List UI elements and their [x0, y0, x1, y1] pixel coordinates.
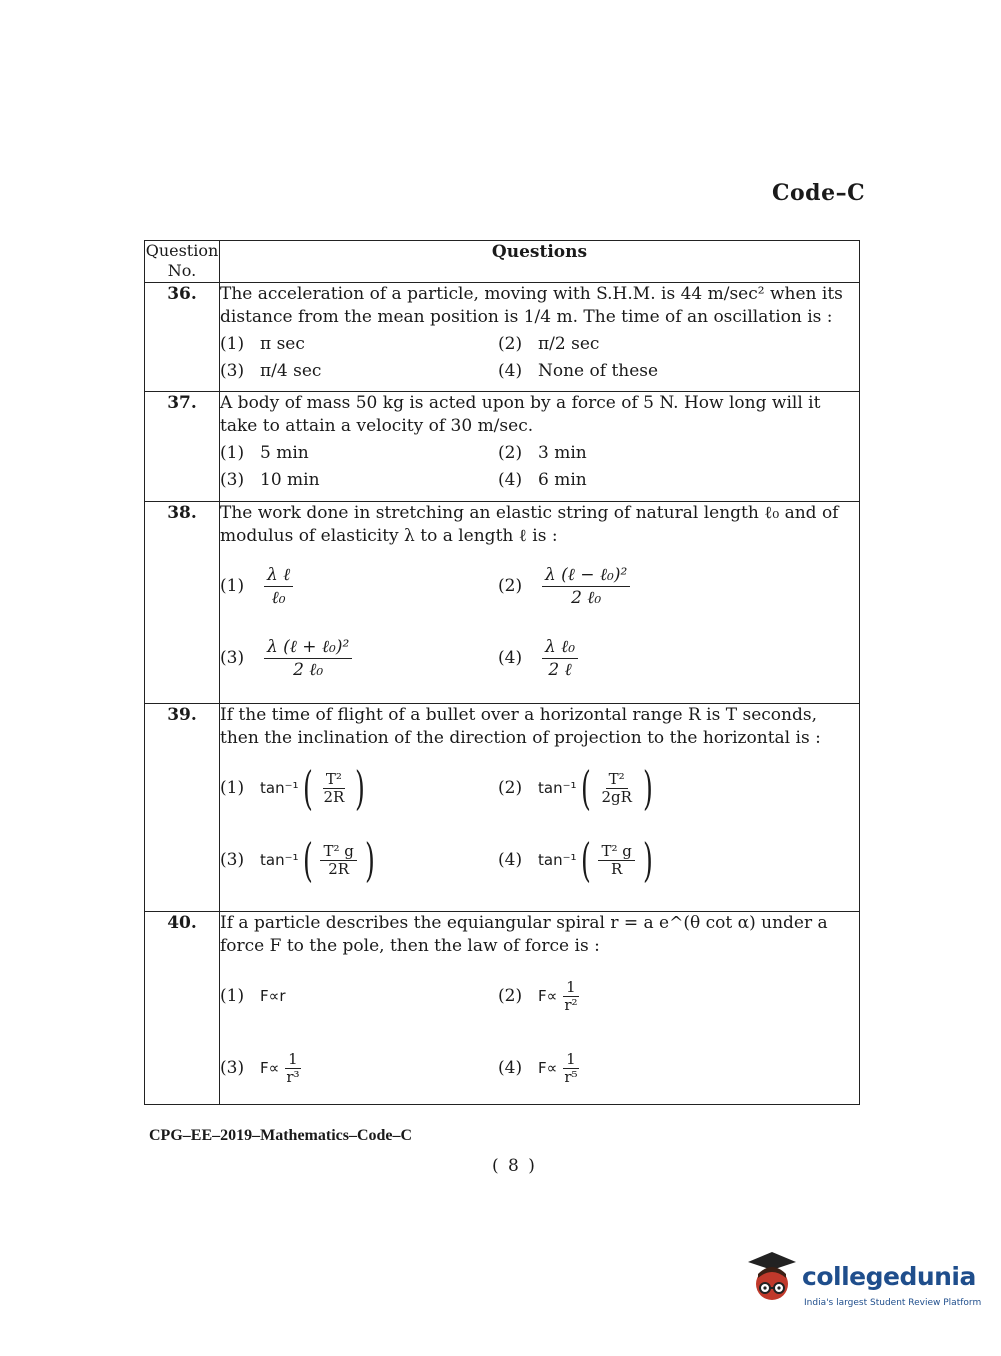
fraction: $\frac{\text{λ (ℓ + ℓ₀)²}}{\text{2 ℓ₀}}$: [264, 636, 352, 681]
fraction: $\frac{\text{T² g}}{R}$: [598, 843, 634, 878]
function-name: tan⁻¹: [260, 778, 299, 797]
option: (2) F∝ $\frac{1}{\text{r²}}$: [498, 960, 859, 1032]
option-text: 10 min: [260, 470, 320, 490]
options-grid: [220, 331, 859, 385]
parenthesized-fraction: ( $\frac{\text{T² g}}{2R}$ ): [302, 833, 375, 887]
graduate-mascot-icon: [742, 1248, 802, 1314]
option-text: F∝r: [260, 986, 286, 1005]
fraction: $\frac{\text{λ (ℓ − ℓ₀)²}}{\text{2 ℓ₀}}$: [542, 564, 630, 609]
option: (1) F∝r: [220, 985, 286, 1006]
option: (4) 6 min: [498, 470, 587, 490]
option: (3) π/4 sec: [220, 361, 322, 381]
question-number: 39.: [145, 704, 220, 912]
question-row: [145, 502, 860, 704]
parenthesized-fraction: ( $\frac{\text{T²}}{2gR}$ ): [580, 761, 653, 815]
option: (2) $\frac{\text{λ (ℓ − ℓ₀)²}}{\text{2 ℓ₀}}$: [498, 550, 859, 622]
question-number: 37.: [145, 392, 220, 502]
fraction: $\frac{\text{λ ℓ₀}}{\text{2 ℓ}}$: [542, 636, 578, 681]
question-body: [220, 502, 860, 704]
question-number: 36.: [145, 283, 220, 392]
option-text: 6 min: [538, 470, 587, 490]
option: (1) tan⁻¹ ( $\frac{\text{T²}}{2R}$ ): [220, 752, 498, 824]
question-row: [145, 283, 860, 392]
option: (2) 3 min: [498, 443, 587, 463]
function-name: tan⁻¹: [538, 850, 577, 869]
proportional-prefix: F∝: [538, 986, 558, 1005]
function-name: tan⁻¹: [538, 778, 577, 797]
option: (4) $\frac{\text{λ ℓ₀}}{\text{2 ℓ}}$: [498, 622, 859, 694]
brand-tagline: India's largest Student Review Platform: [804, 1298, 982, 1308]
option: (3) $\frac{\text{λ (ℓ + ℓ₀)²}}{\text{2 ℓ₀}}$: [220, 622, 498, 694]
question-text: If a particle describes the equiangular spiral r = a e^(θ cot α) under a force F to the pole, then the law of force is :: [220, 913, 828, 956]
option: (1) π sec: [220, 334, 305, 354]
parenthesized-fraction: ( $\frac{\text{T²}}{2R}$ ): [302, 761, 366, 815]
fraction: $\frac{1}{\text{r³}}$: [286, 1049, 300, 1086]
option: (3) 10 min: [220, 470, 320, 490]
option: (4) tan⁻¹ ( $\frac{\text{T² g}}{R}$ ): [498, 824, 859, 896]
question-body: [220, 392, 860, 502]
options-grid: [220, 550, 859, 694]
option-text: None of these: [538, 361, 659, 381]
option: (3) tan⁻¹ ( $\frac{\text{T² g}}{2R}$ ): [220, 824, 498, 896]
paper-code-header: Code–C: [772, 180, 866, 206]
question-row: [145, 392, 860, 502]
question-body: [220, 704, 860, 912]
fraction: $\frac{1}{\text{r²}}$: [564, 977, 578, 1014]
option: (1) 5 min: [220, 443, 309, 463]
page-number: ( 8 ): [492, 1156, 537, 1176]
question-row: [145, 704, 860, 912]
footer-paper-code: CPG–EE–2019–Mathematics–Code–C: [149, 1127, 413, 1144]
options-grid: [220, 960, 859, 1104]
option: (1) $\frac{\text{λ ℓ}}{\text{ℓ₀}}$: [220, 550, 498, 622]
questions-header: Questions: [220, 241, 860, 283]
table-header-row: [145, 241, 860, 283]
option: (4) None of these: [498, 361, 659, 381]
brand-logo: [742, 1248, 982, 1318]
option-text: π/4 sec: [260, 361, 322, 381]
brand-name: collegedunia: [802, 1262, 976, 1291]
options-grid: [220, 440, 859, 494]
option: (2) π/2 sec: [498, 334, 600, 354]
question-text: The work done in stretching an elastic string of natural length ℓ₀ and of modulus of elasticity λ to a length ℓ is :: [220, 503, 839, 546]
option: (4) F∝ $\frac{1}{\text{r⁵}}$: [498, 1032, 859, 1104]
fraction: $\frac{\text{λ ℓ}}{\text{ℓ₀}}$: [264, 564, 293, 609]
proportional-prefix: F∝: [538, 1058, 558, 1077]
question-body: [220, 283, 860, 392]
parenthesized-fraction: ( $\frac{\text{T² g}}{R}$ ): [580, 833, 653, 887]
option: (2) tan⁻¹ ( $\frac{\text{T²}}{2gR}$ ): [498, 752, 859, 824]
option-text: π/2 sec: [538, 334, 600, 354]
fraction: $\frac{\text{T²}}{2R}$: [323, 769, 345, 806]
question-no-header: Question No.: [145, 241, 220, 283]
question-body: [220, 912, 860, 1105]
questions-table: [144, 240, 860, 1105]
question-number: 38.: [145, 502, 220, 704]
fraction: $\frac{1}{\text{r⁵}}$: [564, 1049, 578, 1086]
fraction: $\frac{\text{T²}}{2gR}$: [601, 769, 632, 806]
option: (3) F∝ $\frac{1}{\text{r³}}$: [220, 1032, 498, 1104]
function-name: tan⁻¹: [260, 850, 299, 869]
question-text: The acceleration of a particle, moving with S.H.M. is 44 m/sec² when its distance from the mean position is 1/4 m. The time of an oscillation is :: [220, 284, 843, 327]
fraction: $\frac{\text{T² g}}{2R}$: [320, 843, 356, 878]
option-text: 3 min: [538, 443, 587, 463]
proportional-prefix: F∝: [260, 1058, 280, 1077]
question-row: [145, 912, 860, 1105]
question-text: If the time of flight of a bullet over a horizontal range R is T seconds, then the inclination of the direction of projection to the horizontal is :: [220, 705, 821, 748]
option-text: π sec: [260, 334, 305, 354]
question-text: A body of mass 50 kg is acted upon by a force of 5 N. How long will it take to attain a velocity of 30 m/sec.: [220, 393, 821, 436]
option-text: 5 min: [260, 443, 309, 463]
question-number: 40.: [145, 912, 220, 1105]
options-grid: [220, 752, 859, 896]
